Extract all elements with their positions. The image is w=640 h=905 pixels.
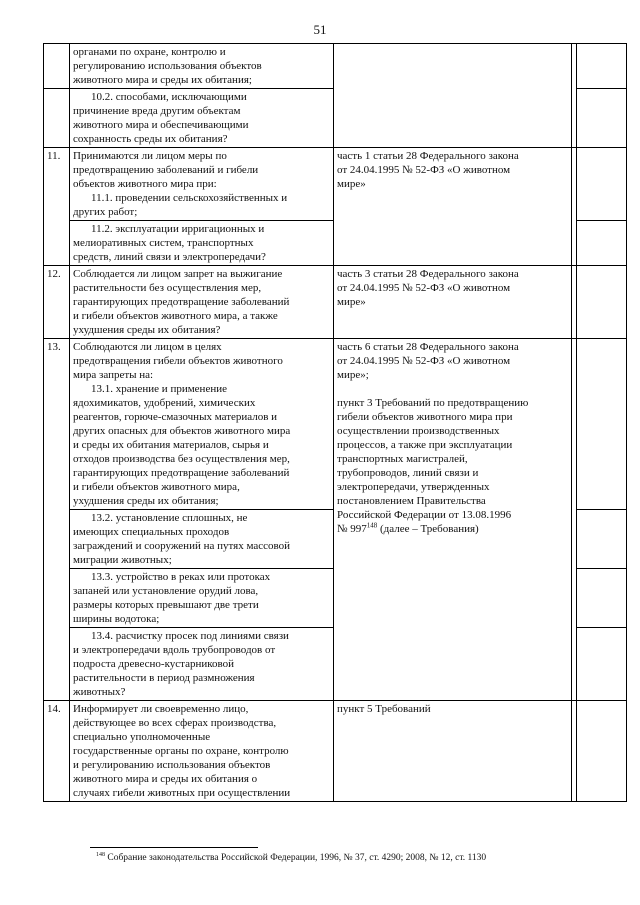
- text-line: гарантирующих предотвращение заболеваний: [73, 296, 290, 308]
- footnote-marker: 148: [366, 521, 378, 530]
- answer-cell[interactable]: [577, 701, 627, 802]
- text-line: предотвращению заболеваний и гибели: [73, 164, 259, 176]
- question-cell: [70, 44, 334, 89]
- text-line: трубопроводов, линий связи и: [337, 467, 479, 479]
- text-line: действующее во всех сферах производства,: [73, 717, 277, 729]
- text-line: постановлением Правительства: [337, 495, 486, 507]
- question-cell: [70, 510, 334, 569]
- text-line: отходов производства без осуществления мер,: [73, 453, 290, 465]
- text-line: 13.2. установление сплошных, не: [91, 512, 248, 524]
- text-line: пункт 5 Требований: [337, 703, 431, 715]
- text-line: размеры которых превышают две трети: [73, 599, 259, 611]
- text-line: гибели объектов животного мира при: [337, 411, 513, 423]
- reference-text: № 997: [337, 523, 367, 535]
- footnote-marker: 148: [96, 851, 105, 858]
- text-line: Соблюдается ли лицом запрет на выжигание: [73, 268, 283, 280]
- text-line: растительности в период размножения: [73, 672, 255, 684]
- text-line: мире»;: [337, 369, 369, 381]
- text-line: подроста древесно-кустарниковой: [73, 658, 235, 670]
- text-line: мелиоративных систем, транспортных: [73, 237, 254, 249]
- reference-cell: [334, 148, 572, 266]
- text-line: часть 6 статьи 28 Федерального закона: [337, 341, 519, 353]
- answer-cell[interactable]: [577, 628, 627, 701]
- text-line: Соблюдаются ли лицом в целях: [73, 341, 222, 353]
- answer-cell[interactable]: [577, 266, 627, 339]
- text-line: органами по охране, контролю и: [73, 46, 226, 58]
- text-line: ширины водотока;: [73, 613, 160, 625]
- text-line: осуществлении производственных: [337, 425, 500, 437]
- answer-cell[interactable]: [577, 44, 627, 89]
- text-line: 13.4. расчистку просек под линиями связи: [91, 630, 289, 642]
- text-line: Информирует ли своевременно лицо,: [73, 703, 249, 715]
- question-cell: [70, 569, 334, 628]
- text-line: миграции животных;: [73, 554, 172, 566]
- text-line: от 24.04.1995 № 52-ФЗ «О животном: [337, 355, 511, 367]
- table-row: [44, 701, 627, 802]
- text-line: предотвращения гибели объектов животного: [73, 355, 283, 367]
- answer-cell[interactable]: [577, 510, 627, 569]
- text-line: 13.3. устройство в реках или протоках: [91, 571, 271, 583]
- footnote-separator: [90, 847, 258, 848]
- item-number-cell: 12.: [44, 266, 70, 339]
- text-line: мире»: [337, 178, 366, 190]
- page-number: 51: [313, 22, 327, 37]
- table-row: [44, 148, 627, 221]
- text-line: 10.2. способами, исключающими: [91, 91, 247, 103]
- text-line: часть 3 статьи 28 Федерального закона: [337, 268, 519, 280]
- text-line: и регулированию использования объектов: [73, 759, 271, 771]
- answer-cell[interactable]: [577, 569, 627, 628]
- text-line: Принимаются ли лицом меры по: [73, 150, 227, 162]
- reference-cell: [334, 701, 572, 802]
- question-cell: [70, 266, 334, 339]
- item-number-cell: [44, 89, 70, 148]
- text-line: процессов, а также при эксплуатации: [337, 439, 513, 451]
- text-line: животного мира и обеспечивающими: [73, 119, 249, 131]
- text-line: Российской Федерации от 13.08.1996: [337, 509, 512, 521]
- table-row: [44, 266, 627, 339]
- checklist-table: [43, 43, 627, 802]
- answer-cell[interactable]: [577, 339, 627, 510]
- text-line: сохранность среды их обитания?: [73, 133, 228, 145]
- reference-cell: [334, 44, 572, 148]
- text-line: объектов животного мира при:: [73, 178, 217, 190]
- text-line: ядохимикатов, удобрений, химических: [73, 397, 256, 409]
- question-cell: [70, 148, 334, 221]
- item-number-cell: 11.: [44, 148, 70, 266]
- text-line: причинение вреда другим объектам: [73, 105, 241, 117]
- text-line: регулированию использования объектов: [73, 60, 262, 72]
- item-number-cell: 13.: [44, 339, 70, 701]
- text-line: животного мира и среды их обитания;: [73, 74, 252, 86]
- text-line: реагентов, горюче-смазочных материалов и: [73, 411, 278, 423]
- table-row: [44, 339, 627, 510]
- text-line: животных?: [73, 686, 126, 698]
- text-line: электропередачи, утвержденных: [337, 481, 490, 493]
- question-cell: [70, 339, 334, 510]
- item-number-cell: [44, 44, 70, 89]
- text-line: государственные органы по охране, контролю: [73, 745, 289, 757]
- text-line: 11.1. проведении сельскохозяйственных и: [91, 192, 288, 204]
- text-line: часть 1 статьи 28 Федерального закона: [337, 150, 519, 162]
- text-line: случаях гибели животных при осуществлении: [73, 787, 291, 799]
- text-line: гарантирующих предотвращение заболеваний: [73, 467, 290, 479]
- text-line: и среды их обитания материалов, сырья и: [73, 439, 269, 451]
- item-number-cell: 14.: [44, 701, 70, 802]
- text-line: пункт 3 Требований по предотвращению: [337, 397, 529, 409]
- text-line: ухудшения среды их обитания?: [73, 324, 221, 336]
- text-line: транспортных магистралей,: [337, 453, 468, 465]
- reference-cell: [334, 339, 572, 701]
- text-line: заграждений и сооружений на путях массовой: [73, 540, 291, 552]
- text-line: 13.1. хранение и применение: [91, 383, 227, 395]
- text-line: и гибели объектов животного мира, а также: [73, 310, 278, 322]
- text-line: и гибели объектов животного мира,: [73, 481, 240, 493]
- text-line: от 24.04.1995 № 52-ФЗ «О животном: [337, 282, 511, 294]
- footnote-text: Собрание законодательства Российской Федерации, 1996, № 37, ст. 4290; 2008, № 12, ст. 1130: [105, 853, 487, 863]
- question-cell: [70, 628, 334, 701]
- text-line: других работ;: [73, 206, 138, 218]
- question-cell: [70, 89, 334, 148]
- text-line: от 24.04.1995 № 52-ФЗ «О животном: [337, 164, 511, 176]
- text-line: растительности без осуществления мер,: [73, 282, 262, 294]
- text-line: животного мира и среды их обитания о: [73, 773, 258, 785]
- question-cell: [70, 221, 334, 266]
- text-line: мира запреты на:: [73, 369, 154, 381]
- table-row: [44, 44, 627, 89]
- text-line: других опасных для объектов животного мира: [73, 425, 291, 437]
- text-line: специально уполномоченные: [73, 731, 211, 743]
- footnote: [96, 853, 486, 863]
- text-line: и электропередачи вдоль трубопроводов от: [73, 644, 276, 656]
- question-cell: [70, 701, 334, 802]
- answer-cell[interactable]: [577, 89, 627, 148]
- reference-text: (далее – Требования): [377, 523, 479, 535]
- text-line: средств, линий связи и электропередачи?: [73, 251, 266, 263]
- answer-cell[interactable]: [577, 148, 627, 221]
- text-line: запаней или установление орудий лова,: [73, 585, 259, 597]
- answer-cell[interactable]: [577, 221, 627, 266]
- reference-cell: [334, 266, 572, 339]
- text-line: ухудшения среды их обитания;: [73, 495, 219, 507]
- text-line: 11.2. эксплуатации ирригационных и: [91, 223, 265, 235]
- text-line: мире»: [337, 296, 366, 308]
- text-line: имеющих специальных проходов: [73, 526, 230, 538]
